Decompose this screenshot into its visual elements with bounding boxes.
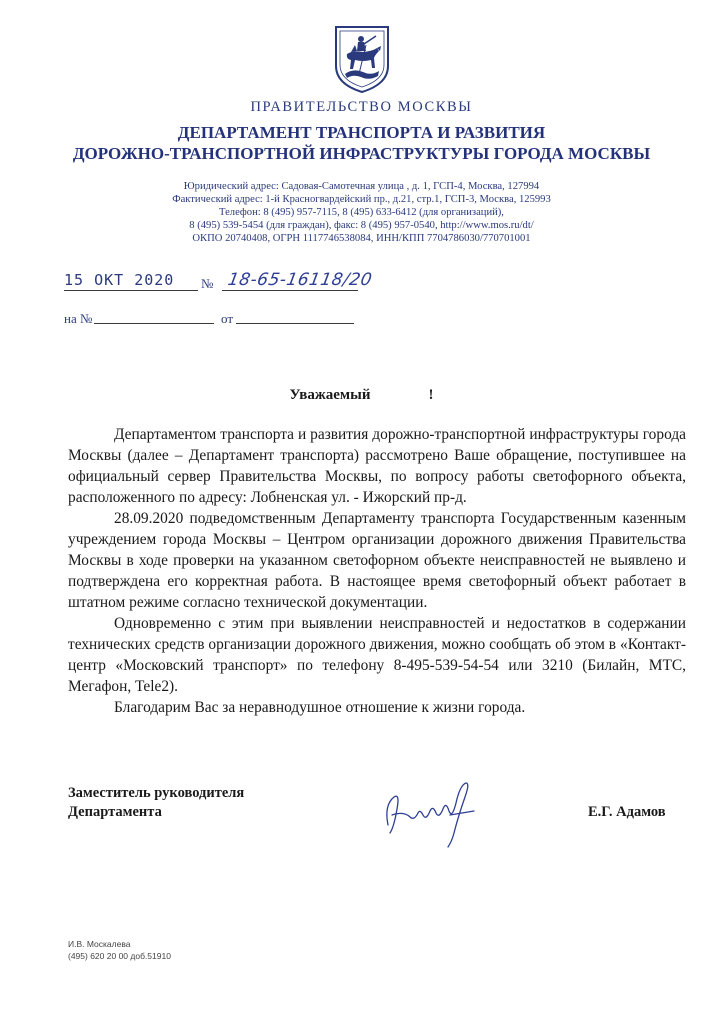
executor-info — [68, 938, 171, 962]
registration-number: 18-65-16118/20 — [226, 270, 374, 290]
signatory-title-line1: Заместитель руководителя — [68, 785, 245, 801]
registry-codes: ОКПО 20740408, ОГРН 1117746538084, ИНН/КПП 7704786030/770701001 — [192, 233, 531, 244]
body-paragraph: Одновременно с этим при выявлении неисправностей и недостатков в содержании технических средств организации дорожного движения, можно сообщать об этом в «Контакт-центр «Московский транспорт» по телефону 8-495-539-54-54 или 3210 (Билайн, МТС, Мегафон, Tele2). — [68, 615, 686, 695]
reference-number-underline — [94, 323, 214, 324]
reference-date-label: от — [221, 311, 234, 326]
number-label: № — [201, 276, 214, 291]
letter-date-stamp: 15 ОКТ 2020 — [64, 271, 175, 289]
legal-address: Юридический адрес: Садовая-Самотечная улица , д. 1, ГСП-4, Москва, 127994 — [183, 181, 540, 192]
greeting — [0, 387, 723, 404]
phone-citizens-fax: 8 (495) 539-5454 (для граждан), факс: 8 (495) 957-0540, http://www.mos.ru/dt/ — [189, 220, 534, 231]
signatory-name: Е.Г. Адамов — [588, 804, 666, 820]
letter-body — [68, 424, 686, 718]
department-name-line1: ДЕПАРТАМЕНТ ТРАНСПОРТА И РАЗВИТИЯ — [177, 123, 546, 142]
executor-name: И.В. Москалева — [68, 939, 131, 949]
signatory-title-line2: Департамента — [68, 804, 162, 820]
department-name-line2: ДОРОЖНО-ТРАНСПОРТНОЙ ИНФРАСТРУКТУРЫ ГОРОДА МОСКВЫ — [72, 144, 651, 163]
reference-date-underline — [236, 323, 354, 324]
body-paragraph: Департаментом транспорта и развития дорожно-транспортной инфраструктуры города Москвы (далее – Департамент транспорта) рассмотрено Ваше обращение, поступившее на официальный сервер Правительства Москвы, по вопросу работы светофорного объекта, расположенного по адресу: Лобненская ул. - Ижорский пр-д. — [68, 426, 686, 506]
actual-address: Фактический адрес: 1-й Красногвардейский пр., д.21, стр.1, ГСП-3, Москва, 125993 — [172, 194, 551, 205]
government-name: ПРАВИТЕЛЬСТВО МОСКВЫ — [250, 99, 473, 115]
reference-number-label: на № — [64, 311, 93, 326]
greeting-suffix: ! — [428, 387, 434, 403]
executor-phone: (495) 620 20 00 доб.51910 — [68, 951, 171, 961]
date-underline — [64, 290, 198, 291]
signatory-title — [68, 784, 244, 822]
number-underline — [222, 290, 358, 291]
moscow-coat-of-arms-icon — [333, 24, 391, 94]
greeting-prefix: Уважаемый — [289, 387, 371, 403]
handwritten-signature — [370, 775, 490, 855]
body-paragraph: 28.09.2020 подведомственным Департаменту транспорта Государственным казенным учреждением города Москвы – Центром организации дорожного движения Правительства Москвы в ходе проверки на указанном светофорном объекте неисправностей не выявлено и подтверждена его корректная работа. В настоящее время светофорный объект работает в штатном режиме согласно технической документации. — [68, 510, 686, 611]
phone-organizations: Телефон: 8 (495) 957-7115, 8 (495) 633-6412 (для организаций), — [219, 207, 504, 218]
body-paragraph: Благодарим Вас за неравнодушное отношение к жизни города. — [114, 699, 526, 716]
